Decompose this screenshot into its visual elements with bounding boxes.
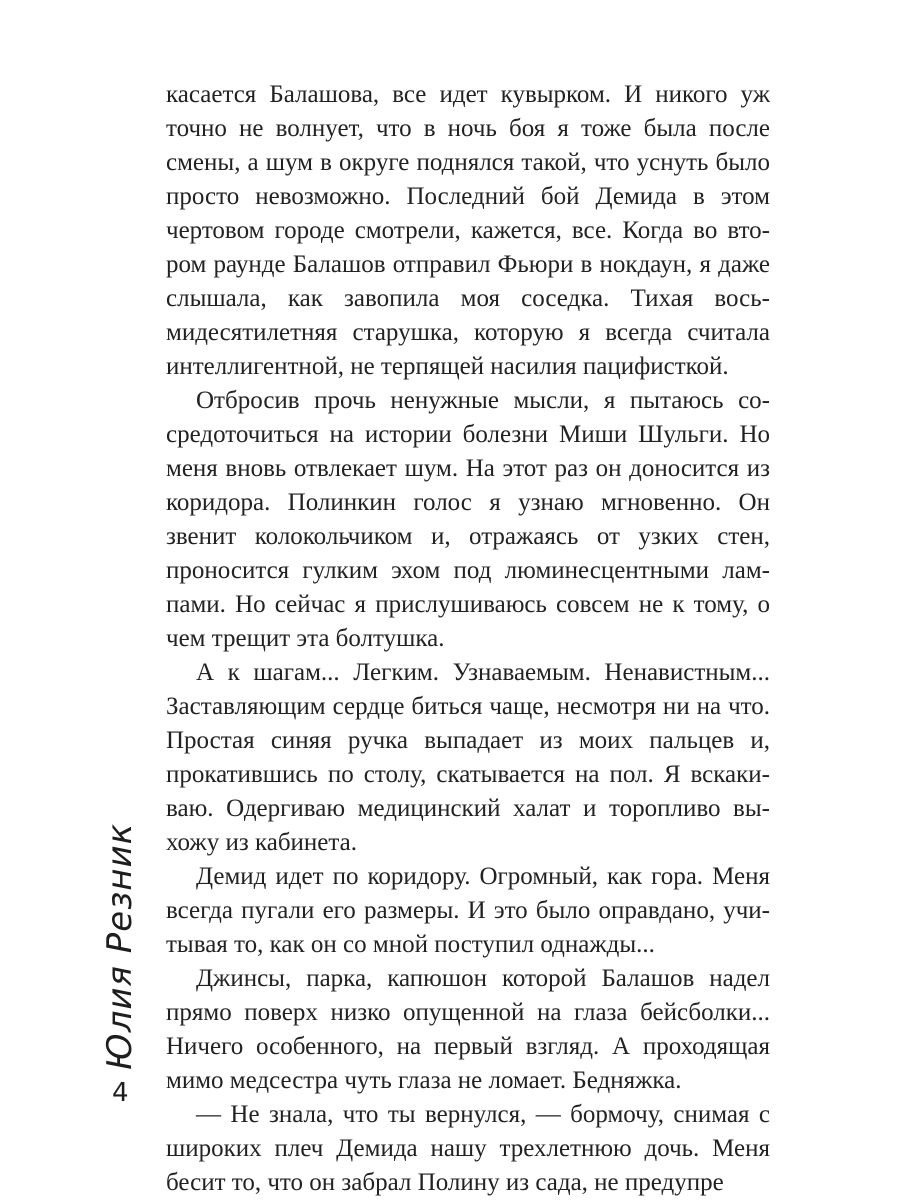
paragraph-6: — Не знала, что ты вернулся, — бормочу, снимая с широких плеч Демида нашу трехлетнюю дочь. Меня бесит то, что он забрал Полину из сада, не предупре: [166, 1101, 770, 1196]
author-name: Юлия Резник: [100, 822, 140, 1070]
paragraph-1: касается Балашова, все идет кувырком. И никого уж точно не волнует, что в ночь боя я тоже была после смены, а шум в округе поднялся такой, что уснуть было просто невозможно. Последний бой Демида в этом чертовом городе смотрели, кажется, все. Когда во втором раунде Балашов отправил Фьюри в нокдаун, я даже слышала, как завопила моя соседка. Тихая восьмидесятилетняя старушка, которую я всегда считала интеллигентной, не терпящей насилия пацифисткой.: [166, 81, 770, 380]
paragraph-3: А к шагам... Легким. Узнаваемым. Ненавистным... Заставляющим сердце биться чаще, несмотря ни на что. Простая синяя ручка выпадает из моих пальцев и, прокатившись по столу, скатывается на пол. Я вскакиваю. Одергиваю медицинский халат и торопливо выхожу из кабинета.: [166, 659, 770, 856]
running-head: [100, 822, 146, 1071]
paragraph-4: Демид идет по коридору. Огромный, как гора. Меня всегда пугали его размеры. И это было оправдано, учитывая то, как он со мной поступил однажды...: [166, 863, 770, 958]
paragraph-2: Отбросив прочь ненужные мысли, я пытаюсь сосредоточиться на истории болезни Миши Шульги. Но меня вновь отвлекает шум. На этот раз он доносится из коридора. Полинкин голос я узнаю мгновенно. Он звенит колокольчиком и, отражаясь от узких стен, проносится гулким эхом под люминесцентными лампами. Но сейчас я прислушиваюсь совсем не к тому, о чем трещит эта болтушка.: [166, 387, 770, 652]
body-text: [166, 78, 770, 1200]
paragraph-5: Джинсы, парка, капюшон которой Балашов надел прямо поверх низко опущенной на глаза бейсболки... Ничего особенного, на первый взгляд. А проходящая мимо медсестра чуть глаза не ломает. Бедняжка.: [166, 965, 770, 1094]
page-number: 4: [112, 1078, 129, 1108]
